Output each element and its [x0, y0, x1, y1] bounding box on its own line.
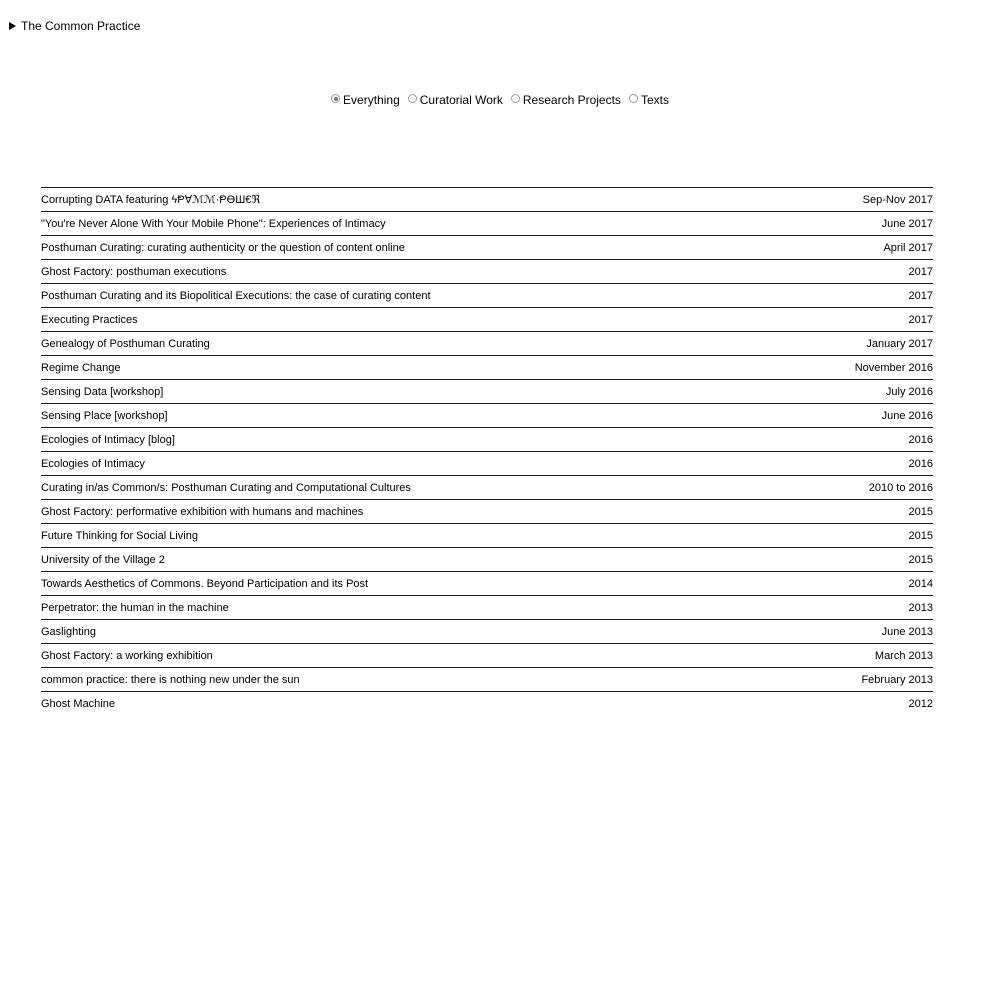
- item-date: April 2017: [883, 241, 933, 254]
- item-title[interactable]: Towards Aesthetics of Commons. Beyond Participation and its Post: [41, 577, 369, 590]
- list-item[interactable]: [41, 571, 933, 595]
- list-item[interactable]: [41, 547, 933, 571]
- site-summary-toggle[interactable]: [9, 18, 140, 34]
- item-title[interactable]: Gaslighting: [41, 625, 97, 638]
- item-title[interactable]: Ghost Factory: a working exhibition: [41, 649, 213, 662]
- item-title[interactable]: Perpetrator: the human in the machine: [41, 601, 229, 614]
- project-list: [41, 187, 933, 715]
- item-title[interactable]: "You're Never Alone With Your Mobile Phone": Experiences of Intimacy: [41, 217, 386, 230]
- radio-icon[interactable]: [629, 94, 638, 103]
- item-date: 2014: [908, 577, 933, 590]
- list-item[interactable]: [41, 235, 933, 259]
- item-title[interactable]: common practice: there is nothing new under the sun: [41, 673, 300, 686]
- list-item[interactable]: [41, 307, 933, 331]
- filter-texts[interactable]: [629, 93, 669, 107]
- list-item[interactable]: [41, 619, 933, 643]
- item-date: June 2017: [881, 217, 933, 230]
- item-date: July 2016: [885, 385, 933, 398]
- list-item[interactable]: [41, 355, 933, 379]
- item-title[interactable]: Genealogy of Posthuman Curating: [41, 337, 210, 350]
- item-title[interactable]: Ghost Machine: [41, 697, 115, 710]
- radio-icon[interactable]: [408, 94, 417, 103]
- list-item[interactable]: [41, 187, 933, 211]
- item-date: February 2013: [861, 673, 933, 686]
- radio-icon[interactable]: [511, 94, 520, 103]
- item-date: 2015: [908, 529, 933, 542]
- list-item[interactable]: [41, 643, 933, 667]
- item-title[interactable]: Future Thinking for Social Living: [41, 529, 198, 542]
- list-item[interactable]: [41, 595, 933, 619]
- item-date: June 2013: [881, 625, 933, 638]
- item-date: 2012: [908, 697, 933, 710]
- item-title[interactable]: Ecologies of Intimacy: [41, 457, 145, 470]
- item-date: March 2013: [874, 649, 933, 662]
- item-title[interactable]: Corrupting DATA featuring ϟⱣⱯℳℳ·ⱣϴШ€ℜ: [41, 194, 261, 206]
- item-date: November 2016: [854, 361, 933, 374]
- item-title[interactable]: Posthuman Curating and its Biopolitical Executions: the case of curating content: [41, 289, 431, 302]
- category-filter: [0, 93, 1000, 107]
- list-item[interactable]: [41, 427, 933, 451]
- item-title[interactable]: Regime Change: [41, 361, 121, 374]
- filter-label: Research Projects: [522, 93, 621, 107]
- item-title[interactable]: Sensing Place [workshop]: [41, 409, 168, 422]
- filter-everything[interactable]: [331, 93, 400, 107]
- list-item[interactable]: [41, 523, 933, 547]
- list-item[interactable]: [41, 499, 933, 523]
- item-date: 2016: [908, 433, 933, 446]
- filter-research-projects[interactable]: [511, 93, 621, 107]
- list-item[interactable]: [41, 691, 933, 715]
- filter-curatorial-work[interactable]: [408, 93, 503, 107]
- item-date: 2017: [908, 265, 933, 278]
- list-item[interactable]: [41, 331, 933, 355]
- item-date: June 2016: [881, 409, 933, 422]
- list-item[interactable]: [41, 403, 933, 427]
- item-title[interactable]: University of the Village 2: [41, 553, 165, 566]
- filter-label: Texts: [640, 93, 669, 107]
- item-date: January 2017: [866, 337, 933, 350]
- filter-label: Everything: [343, 93, 400, 107]
- item-title[interactable]: Executing Practices: [41, 313, 138, 326]
- item-title[interactable]: Ghost Factory: posthuman executions: [41, 265, 227, 278]
- item-title[interactable]: Posthuman Curating: curating authenticity or the question of content online: [41, 241, 405, 254]
- item-title[interactable]: Curating in/as Common/s: Posthuman Curating and Computational Cultures: [41, 481, 411, 494]
- item-title[interactable]: Ghost Factory: performative exhibition with humans and machines: [41, 505, 364, 518]
- item-date: 2017: [908, 289, 933, 302]
- item-date: 2015: [908, 505, 933, 518]
- list-item[interactable]: [41, 259, 933, 283]
- site-title: The Common Practice: [21, 19, 141, 33]
- filter-label: Curatorial Work: [419, 93, 503, 107]
- item-date: 2017: [908, 313, 933, 326]
- list-item[interactable]: [41, 283, 933, 307]
- list-item[interactable]: [41, 379, 933, 403]
- item-date: 2015: [908, 553, 933, 566]
- disclosure-triangle-icon: [9, 22, 16, 30]
- item-date: 2013: [908, 601, 933, 614]
- list-item[interactable]: [41, 211, 933, 235]
- list-item[interactable]: [41, 451, 933, 475]
- list-item[interactable]: [41, 667, 933, 691]
- item-date: 2016: [908, 457, 933, 470]
- item-date: 2010 to 2016: [868, 481, 933, 494]
- item-title[interactable]: Sensing Data [workshop]: [41, 385, 164, 398]
- list-item[interactable]: [41, 475, 933, 499]
- radio-icon[interactable]: [331, 94, 340, 103]
- item-date: Sep-Nov 2017: [862, 193, 933, 206]
- item-title[interactable]: Ecologies of Intimacy [blog]: [41, 433, 175, 446]
